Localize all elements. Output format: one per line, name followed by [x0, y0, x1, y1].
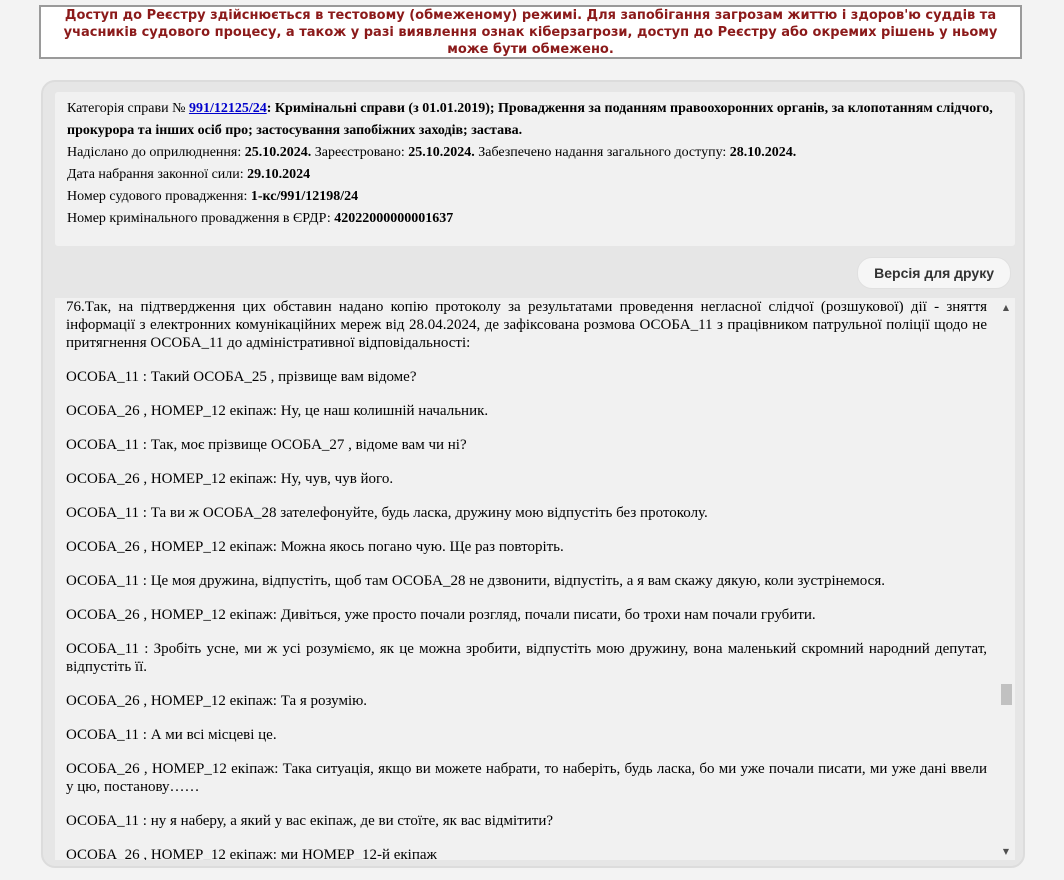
print-version-label: Версія для друку: [874, 265, 994, 281]
access-notice-banner: [39, 5, 1022, 59]
document-paragraph: ОСОБА_26 , НОМЕР_12 екіпаж: Ну, чув, чув його.: [66, 471, 394, 487]
document-paragraph: ОСОБА_11 : Такий ОСОБА_25 , прізвище вам відоме?: [66, 369, 417, 385]
case-category-line: [67, 98, 1003, 142]
effective-date-label: Дата набрання законної сили:: [67, 167, 248, 182]
document-body: [66, 298, 987, 860]
document-paragraph: ОСОБА_11 : Так, моє прізвище ОСОБА_27 , відоме вам чи ні?: [66, 437, 467, 453]
effective-date-line: [67, 164, 1003, 186]
case-metadata-panel: [55, 92, 1015, 246]
court-case-number: 1-кс/991/12198/24: [250, 189, 359, 204]
document-paragraph: ОСОБА_26 , НОМЕР_12 екіпаж: Така ситуація, якщо ви можете набрати, то наберіть, будь ласка, бо ми уже почали писати, ми уже дані ввели у цю, постанову……: [66, 761, 987, 795]
criminal-case-number-label: Номер кримінального провадження в ЄРДР:: [67, 211, 335, 226]
sent-date: 25.10.2024.: [244, 145, 312, 160]
decision-card: [41, 80, 1025, 868]
case-category-label: Категорія справи №: [67, 101, 189, 116]
registered-label: Зареєстровано:: [311, 145, 409, 160]
document-paragraph: ОСОБА_11 : Зробіть усне, ми ж усі розуміємо, як це можна зробити, відпустіть мою дружину, вона маленький скромний народний депутат, відпустіть її.: [66, 641, 987, 675]
document-paragraph: 76.Так, на підтвердження цих обставин надано копію протоколу за результатами проведення негласної слідчої (розшукової) дії - зняття інформації з електронних комунікаційних мереж від 28.04.2024, де зафіксована розмова ОСОБА_11 з працівником патрульної поліції щодо не притягнення ОСОБА_11 до адміністративної відповідальності:: [66, 299, 987, 351]
document-paragraph: ОСОБА_11 : ну я наберу, а який у вас екіпаж, де ви стоїте, як вас відмітити?: [66, 813, 554, 829]
document-paragraph: ОСОБА_26 , НОМЕР_12 екіпаж: Можна якось погано чую. Ще раз повторіть.: [66, 539, 564, 555]
court-case-number-line: [67, 186, 1003, 208]
case-category-value: : Кримінальні справи (з 01.01.2019); Провадження за поданням правоохоронних органів, за клопотанням слідчого, прокурора та інших осіб про; застосування запобіжних заходів; застава.: [67, 101, 993, 138]
document-paragraph: ОСОБА_26 , НОМЕР_12 екіпаж: Та я розумію.: [66, 693, 368, 709]
document-paragraph: ОСОБА_11 : А ми всі місцеві це.: [66, 727, 277, 743]
criminal-case-number-line: [67, 208, 1003, 230]
print-version-button[interactable]: [857, 257, 1011, 289]
sent-label: Надіслано до оприлюднення:: [67, 145, 245, 160]
document-paragraph: ОСОБА_26 , НОМЕР_12 екіпаж: Ну, це наш колишній начальник.: [66, 403, 489, 419]
public-access-date: 28.10.2024.: [729, 145, 797, 160]
case-number-link[interactable]: 991/12125/24: [188, 101, 267, 116]
effective-date: 29.10.2024: [247, 167, 311, 182]
document-paragraph: ОСОБА_26 , НОМЕР_12 екіпаж: ми НОМЕР_12-й екіпаж: [66, 847, 437, 860]
document-scrollbar[interactable]: [999, 298, 1013, 860]
publication-dates-line: [67, 142, 1003, 164]
document-text-panel[interactable]: [55, 298, 1015, 860]
registered-date: 25.10.2024.: [408, 145, 475, 160]
document-paragraph: ОСОБА_11 : Та ви ж ОСОБА_28 зателефонуйте, будь ласка, дружину мою відпустіть без протоколу.: [66, 505, 708, 521]
document-paragraph: ОСОБА_26 , НОМЕР_12 екіпаж: Дивіться, уже просто почали розгляд, почали писати, бо трохи нам почали грубити.: [66, 607, 816, 623]
document-paragraph: ОСОБА_11 : Це моя дружина, відпустіть, щоб там ОСОБА_28 не дзвонити, відпустіть, а я вам скажу дякую, коли зустрінемося.: [66, 573, 885, 589]
access-notice-text: Доступ до Реєстру здійснюється в тестовому (обмеженому) режимі. Для запобігання загрозам життю і здоров'ю суддів та учасників судового процесу, а також у разі виявлення ознак кіберзагрози, доступ до Реєстру або окремих рішень у ньому може бути обмежено.: [63, 7, 998, 57]
scroll-down-arrow-icon[interactable]: ▼: [1002, 846, 1010, 856]
court-case-number-label: Номер судового провадження:: [67, 189, 251, 204]
criminal-case-number: 42022000000001637: [334, 211, 454, 226]
scrollbar-thumb[interactable]: [1001, 684, 1012, 705]
public-access-label: Забезпечено надання загального доступу:: [474, 145, 730, 160]
scroll-up-arrow-icon[interactable]: ▲: [1002, 302, 1010, 312]
